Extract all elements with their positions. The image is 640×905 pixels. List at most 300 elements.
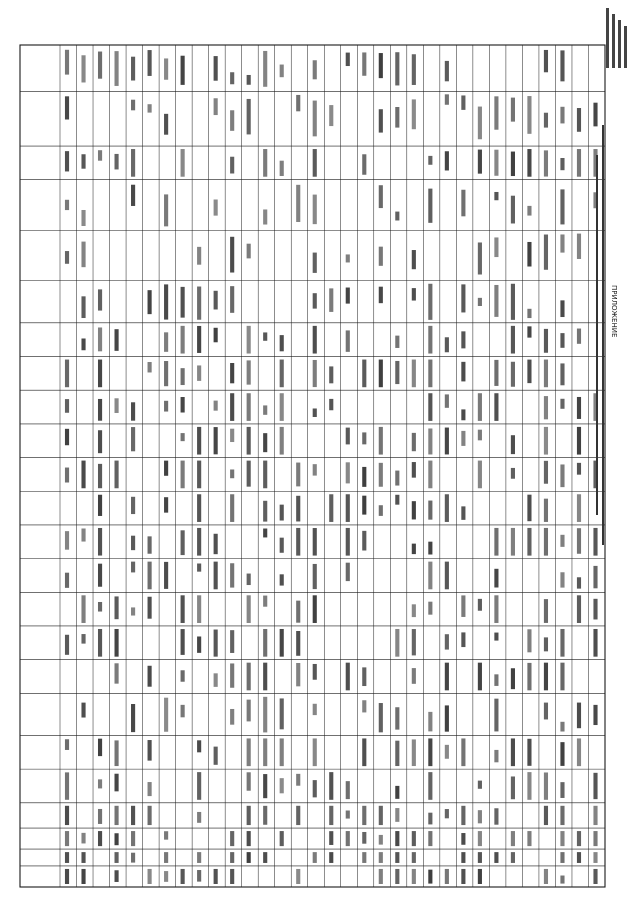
cell-text-mark xyxy=(362,738,366,766)
cell-text-mark xyxy=(346,781,350,799)
cell-text-mark xyxy=(445,705,449,731)
cell-text-mark xyxy=(428,360,432,388)
cell-text-mark xyxy=(181,326,185,354)
cell-text-mark xyxy=(461,806,465,825)
cell-text-mark xyxy=(296,528,300,556)
cell-text-mark xyxy=(131,185,135,206)
cell-text-mark xyxy=(181,433,185,441)
cell-text-mark xyxy=(164,831,168,839)
cell-text-mark xyxy=(560,189,564,224)
cell-text-mark xyxy=(461,190,465,217)
cell-text-mark xyxy=(428,428,432,454)
cell-text-mark xyxy=(527,739,531,766)
cell-text-mark xyxy=(362,700,366,712)
cell-text-mark xyxy=(577,427,581,455)
cell-text-mark xyxy=(81,869,85,884)
cell-text-mark xyxy=(560,333,564,348)
cell-text-mark xyxy=(346,663,350,691)
cell-text-mark xyxy=(230,869,234,884)
cell-text-mark xyxy=(148,869,152,884)
cell-text-mark xyxy=(379,463,383,487)
cell-text-mark xyxy=(527,528,531,556)
cell-text-mark xyxy=(214,427,218,454)
cell-text-mark xyxy=(230,494,234,522)
cell-text-mark xyxy=(461,852,465,863)
cell-text-mark xyxy=(197,812,201,823)
cell-text-mark xyxy=(577,577,581,588)
cell-text-mark xyxy=(412,99,416,129)
cell-text-mark xyxy=(197,287,201,320)
cell-text-mark xyxy=(247,99,251,134)
cell-text-mark xyxy=(214,291,218,310)
cell-text-mark xyxy=(164,461,168,476)
cell-text-mark xyxy=(81,852,85,863)
cell-text-mark xyxy=(412,852,416,863)
cell-text-mark xyxy=(313,464,317,475)
cell-text-mark xyxy=(247,738,251,766)
cell-text-mark xyxy=(527,206,531,216)
cell-text-mark xyxy=(214,673,218,687)
cell-text-mark xyxy=(577,108,581,132)
cell-text-mark xyxy=(593,103,597,127)
cell-text-mark xyxy=(494,96,498,129)
cell-text-mark xyxy=(214,534,218,554)
cell-text-mark xyxy=(313,852,317,863)
cell-text-mark xyxy=(379,109,383,132)
cell-text-mark xyxy=(98,360,102,388)
cell-text-mark xyxy=(494,595,498,623)
cell-text-mark xyxy=(329,105,333,126)
cell-text-mark xyxy=(214,747,218,765)
cell-text-mark xyxy=(296,463,300,487)
cell-text-mark xyxy=(478,810,482,823)
cell-text-mark xyxy=(115,596,119,619)
cell-text-mark xyxy=(65,399,69,413)
cell-text-mark xyxy=(494,808,498,824)
cell-text-mark xyxy=(214,869,218,884)
cell-text-mark xyxy=(511,362,515,387)
cell-text-mark xyxy=(313,195,317,225)
cell-text-mark xyxy=(131,806,135,825)
cell-text-mark xyxy=(214,401,218,411)
cell-text-mark xyxy=(478,781,482,789)
cell-text-mark xyxy=(164,871,168,882)
cell-text-mark xyxy=(280,738,284,766)
header-text-line xyxy=(602,125,604,545)
cell-text-mark xyxy=(461,833,465,845)
cell-text-mark xyxy=(593,705,597,725)
cell-text-mark xyxy=(593,806,597,825)
cell-text-mark xyxy=(131,704,135,732)
cell-text-mark xyxy=(544,499,548,522)
cell-text-mark xyxy=(494,633,498,641)
cell-text-mark xyxy=(313,528,317,556)
cell-text-mark xyxy=(247,75,251,85)
cell-text-mark xyxy=(511,152,515,176)
cell-text-mark xyxy=(445,494,449,522)
cell-text-mark xyxy=(98,629,102,657)
cell-text-mark xyxy=(494,528,498,556)
cell-text-mark xyxy=(148,782,152,796)
cell-text-mark xyxy=(247,831,251,846)
cell-text-mark xyxy=(379,247,383,266)
cell-text-mark xyxy=(148,362,152,372)
cell-text-mark xyxy=(412,462,416,478)
cell-text-mark xyxy=(181,56,185,85)
cell-text-mark xyxy=(395,107,399,128)
cell-text-mark xyxy=(593,629,597,657)
cell-text-mark xyxy=(379,703,383,732)
cell-text-mark xyxy=(544,50,548,72)
cell-text-mark xyxy=(247,663,251,691)
cell-text-mark xyxy=(230,663,234,687)
cell-text-mark xyxy=(280,427,284,455)
cell-text-mark xyxy=(115,870,119,882)
cell-text-mark xyxy=(81,154,85,168)
cell-text-mark xyxy=(329,806,333,825)
cell-text-mark xyxy=(197,595,201,623)
cell-text-mark xyxy=(263,405,267,414)
cell-text-mark xyxy=(131,149,135,177)
cell-text-mark xyxy=(164,361,168,386)
cell-text-mark xyxy=(428,562,432,590)
cell-text-mark xyxy=(527,831,531,846)
cell-text-mark xyxy=(494,237,498,257)
cell-text-mark xyxy=(247,806,251,825)
cell-text-mark xyxy=(445,94,449,104)
cell-text-mark xyxy=(131,497,135,514)
cell-text-mark xyxy=(313,564,317,589)
cell-text-mark xyxy=(428,813,432,825)
cell-text-mark xyxy=(115,398,119,413)
cell-text-mark xyxy=(412,869,416,884)
cell-text-mark xyxy=(214,328,218,343)
cell-text-mark xyxy=(197,772,201,800)
cell-text-mark xyxy=(527,495,531,522)
cell-text-mark xyxy=(544,663,548,691)
cell-text-mark xyxy=(115,154,119,170)
cell-text-mark xyxy=(115,774,119,792)
cell-text-mark xyxy=(577,329,581,344)
cell-text-mark xyxy=(577,397,581,419)
cell-text-mark xyxy=(412,250,416,269)
cell-text-mark xyxy=(181,705,185,717)
cell-text-mark xyxy=(461,869,465,884)
cell-text-mark xyxy=(263,852,267,863)
cell-text-mark xyxy=(362,467,366,487)
cell-text-mark xyxy=(230,831,234,846)
cell-text-mark xyxy=(494,192,498,200)
cell-text-mark xyxy=(98,327,102,351)
cell-text-mark xyxy=(478,663,482,691)
cell-text-mark xyxy=(214,630,218,657)
cell-text-mark xyxy=(527,242,531,267)
cell-text-mark xyxy=(115,51,119,86)
cell-text-mark xyxy=(313,326,317,354)
cell-text-mark xyxy=(263,629,267,657)
cell-text-mark xyxy=(560,50,564,81)
cell-text-mark xyxy=(577,463,581,475)
cell-text-mark xyxy=(560,742,564,766)
cell-text-mark xyxy=(181,670,185,681)
cell-text-mark xyxy=(131,607,135,615)
cell-text-mark xyxy=(395,336,399,348)
cell-text-mark xyxy=(461,284,465,312)
cell-text-mark xyxy=(395,707,399,729)
cell-text-mark xyxy=(148,290,152,314)
cell-text-mark xyxy=(247,360,251,384)
cell-text-mark xyxy=(296,631,300,656)
cell-text-mark xyxy=(445,151,449,170)
cell-text-mark xyxy=(461,595,465,617)
cell-text-mark xyxy=(461,331,465,348)
cell-text-mark xyxy=(445,394,449,407)
cell-text-mark xyxy=(230,630,234,653)
cell-text-mark xyxy=(428,461,432,489)
cell-text-mark xyxy=(230,429,234,442)
cell-text-mark xyxy=(181,530,185,555)
cell-text-mark xyxy=(296,806,300,825)
cell-text-mark xyxy=(81,833,85,844)
cell-text-mark xyxy=(329,772,333,800)
cell-text-mark xyxy=(577,149,581,177)
cell-text-mark xyxy=(148,597,152,619)
cell-text-mark xyxy=(214,200,218,216)
cell-text-mark xyxy=(329,852,333,863)
cell-text-mark xyxy=(197,365,201,380)
cell-text-mark xyxy=(181,629,185,655)
cell-text-mark xyxy=(230,363,234,383)
cell-text-mark xyxy=(313,664,317,680)
cell-text-mark xyxy=(445,809,449,818)
cell-text-mark xyxy=(346,330,350,351)
cell-text-mark xyxy=(527,309,531,318)
cell-text-mark xyxy=(181,869,185,884)
cell-text-mark xyxy=(230,286,234,313)
cell-text-mark xyxy=(313,293,317,308)
cell-text-mark xyxy=(280,393,284,421)
cell-text-mark xyxy=(164,332,168,352)
cell-text-mark xyxy=(164,852,168,863)
cell-text-mark xyxy=(247,393,251,421)
cell-text-mark xyxy=(98,150,102,160)
cell-text-mark xyxy=(346,563,350,581)
cell-text-mark xyxy=(379,53,383,78)
cell-text-mark xyxy=(445,869,449,884)
cell-text-mark xyxy=(181,149,185,177)
cell-text-mark xyxy=(65,151,69,171)
cell-text-mark xyxy=(98,564,102,587)
cell-text-mark xyxy=(362,832,366,844)
cell-text-mark xyxy=(214,98,218,115)
cell-text-mark xyxy=(577,703,581,729)
cell-text-mark xyxy=(230,469,234,478)
cell-text-mark xyxy=(280,629,284,657)
cell-text-mark xyxy=(296,601,300,623)
cell-text-mark xyxy=(148,806,152,825)
cell-text-mark xyxy=(65,468,69,483)
cell-text-mark xyxy=(412,433,416,451)
cell-text-mark xyxy=(379,185,383,208)
cell-text-mark xyxy=(164,58,168,79)
cell-text-mark xyxy=(527,663,531,690)
cell-text-mark xyxy=(346,528,350,556)
cell-text-mark xyxy=(313,408,317,416)
cell-text-mark xyxy=(395,741,399,766)
cell-text-mark xyxy=(164,401,168,412)
cell-text-mark xyxy=(263,501,267,522)
cell-text-mark xyxy=(478,852,482,863)
cell-text-mark xyxy=(115,740,119,766)
cell-text-mark xyxy=(494,360,498,386)
cell-text-mark xyxy=(230,852,234,863)
cell-text-mark xyxy=(65,831,69,846)
cell-text-mark xyxy=(197,636,201,652)
cell-text-mark xyxy=(395,852,399,863)
cell-text-mark xyxy=(247,244,251,259)
cell-text-mark xyxy=(247,852,251,863)
cell-text-mark xyxy=(544,150,548,176)
cell-text-mark xyxy=(428,772,432,800)
cell-text-mark xyxy=(379,360,383,388)
cell-text-mark xyxy=(81,634,85,644)
cell-text-mark xyxy=(164,497,168,512)
cell-text-mark xyxy=(428,393,432,421)
cell-text-mark xyxy=(247,427,251,455)
cell-text-mark xyxy=(148,562,152,590)
cell-text-mark xyxy=(230,563,234,587)
cell-text-mark xyxy=(577,738,581,766)
cell-text-mark xyxy=(593,528,597,556)
cell-text-mark xyxy=(181,397,185,412)
cell-text-mark xyxy=(511,852,515,863)
cell-text-mark xyxy=(560,806,564,825)
cell-text-mark xyxy=(395,361,399,384)
cell-text-mark xyxy=(511,831,515,846)
cell-text-mark xyxy=(544,461,548,484)
cell-text-mark xyxy=(247,326,251,354)
cell-text-mark xyxy=(247,700,251,722)
cell-text-mark xyxy=(428,156,432,165)
cell-text-mark xyxy=(98,779,102,788)
cell-text-mark xyxy=(263,433,267,452)
cell-text-mark xyxy=(527,772,531,800)
cell-text-mark xyxy=(65,852,69,863)
cell-text-mark xyxy=(494,852,498,863)
cell-text-mark xyxy=(131,402,135,420)
cell-text-mark xyxy=(412,831,416,846)
cell-text-mark xyxy=(362,432,366,444)
cell-text-mark xyxy=(478,107,482,140)
cell-text-mark xyxy=(197,852,201,863)
cell-text-mark xyxy=(263,596,267,607)
cell-text-mark xyxy=(296,774,300,786)
cell-text-mark xyxy=(544,427,548,455)
cell-text-mark xyxy=(445,428,449,455)
cell-text-mark xyxy=(379,427,383,455)
cell-text-mark xyxy=(230,709,234,725)
cell-text-mark xyxy=(593,773,597,799)
cell-text-mark xyxy=(395,831,399,846)
cell-text-mark xyxy=(544,637,548,651)
cell-text-mark xyxy=(346,254,350,262)
cell-text-mark xyxy=(412,544,416,554)
cell-text-mark xyxy=(511,326,515,354)
cell-text-mark xyxy=(81,338,85,350)
cell-text-mark xyxy=(527,96,531,134)
cell-text-mark xyxy=(428,326,432,354)
cell-text-mark xyxy=(313,253,317,273)
cell-text-mark xyxy=(181,461,185,489)
cell-text-mark xyxy=(560,399,564,409)
cell-text-mark xyxy=(379,505,383,516)
cell-text-mark xyxy=(280,574,284,585)
cell-text-mark xyxy=(197,870,201,882)
cell-text-mark xyxy=(115,833,119,845)
cell-text-mark xyxy=(65,573,69,588)
cell-text-mark xyxy=(593,599,597,620)
cell-text-mark xyxy=(379,869,383,884)
cell-text-mark xyxy=(478,869,482,884)
cell-text-mark xyxy=(593,852,597,863)
cell-text-mark xyxy=(544,806,548,825)
cell-text-mark xyxy=(296,869,300,884)
cell-text-mark xyxy=(461,506,465,519)
cell-text-mark xyxy=(577,494,581,522)
cell-text-mark xyxy=(412,360,416,388)
cell-text-mark xyxy=(313,101,317,137)
cell-text-mark xyxy=(131,57,135,81)
cell-text-mark xyxy=(197,326,201,353)
cell-text-mark xyxy=(445,562,449,590)
cell-text-mark xyxy=(313,595,317,623)
cell-text-mark xyxy=(560,876,564,884)
cell-text-mark xyxy=(181,368,185,385)
cell-text-mark xyxy=(181,595,185,623)
cell-text-mark xyxy=(247,461,251,487)
cell-text-mark xyxy=(313,149,317,177)
cell-text-mark xyxy=(428,712,432,732)
cell-text-mark xyxy=(131,853,135,863)
cell-text-mark xyxy=(395,786,399,799)
cell-text-mark xyxy=(197,563,201,571)
cell-text-mark xyxy=(544,703,548,720)
cell-text-mark xyxy=(428,189,432,223)
cell-text-mark xyxy=(115,461,119,489)
cell-text-mark xyxy=(131,831,135,846)
cell-text-mark xyxy=(197,427,201,455)
cell-text-mark xyxy=(81,461,85,489)
cell-text-mark xyxy=(346,462,350,483)
cell-text-mark xyxy=(560,852,564,863)
cell-text-mark xyxy=(280,505,284,521)
cell-text-mark xyxy=(280,161,284,176)
cell-text-mark xyxy=(445,663,449,691)
cell-text-mark xyxy=(511,528,515,556)
cell-text-mark xyxy=(428,501,432,520)
cell-text-mark xyxy=(412,739,416,766)
cell-text-mark xyxy=(593,566,597,588)
cell-text-mark xyxy=(560,535,564,547)
cell-text-mark xyxy=(478,831,482,846)
header-text-line xyxy=(596,155,598,515)
cell-text-mark xyxy=(544,329,548,353)
cell-text-mark xyxy=(511,468,515,479)
cell-text-mark xyxy=(494,285,498,317)
cell-text-mark xyxy=(478,430,482,441)
cell-text-mark xyxy=(230,157,234,174)
cell-text-mark xyxy=(478,393,482,421)
